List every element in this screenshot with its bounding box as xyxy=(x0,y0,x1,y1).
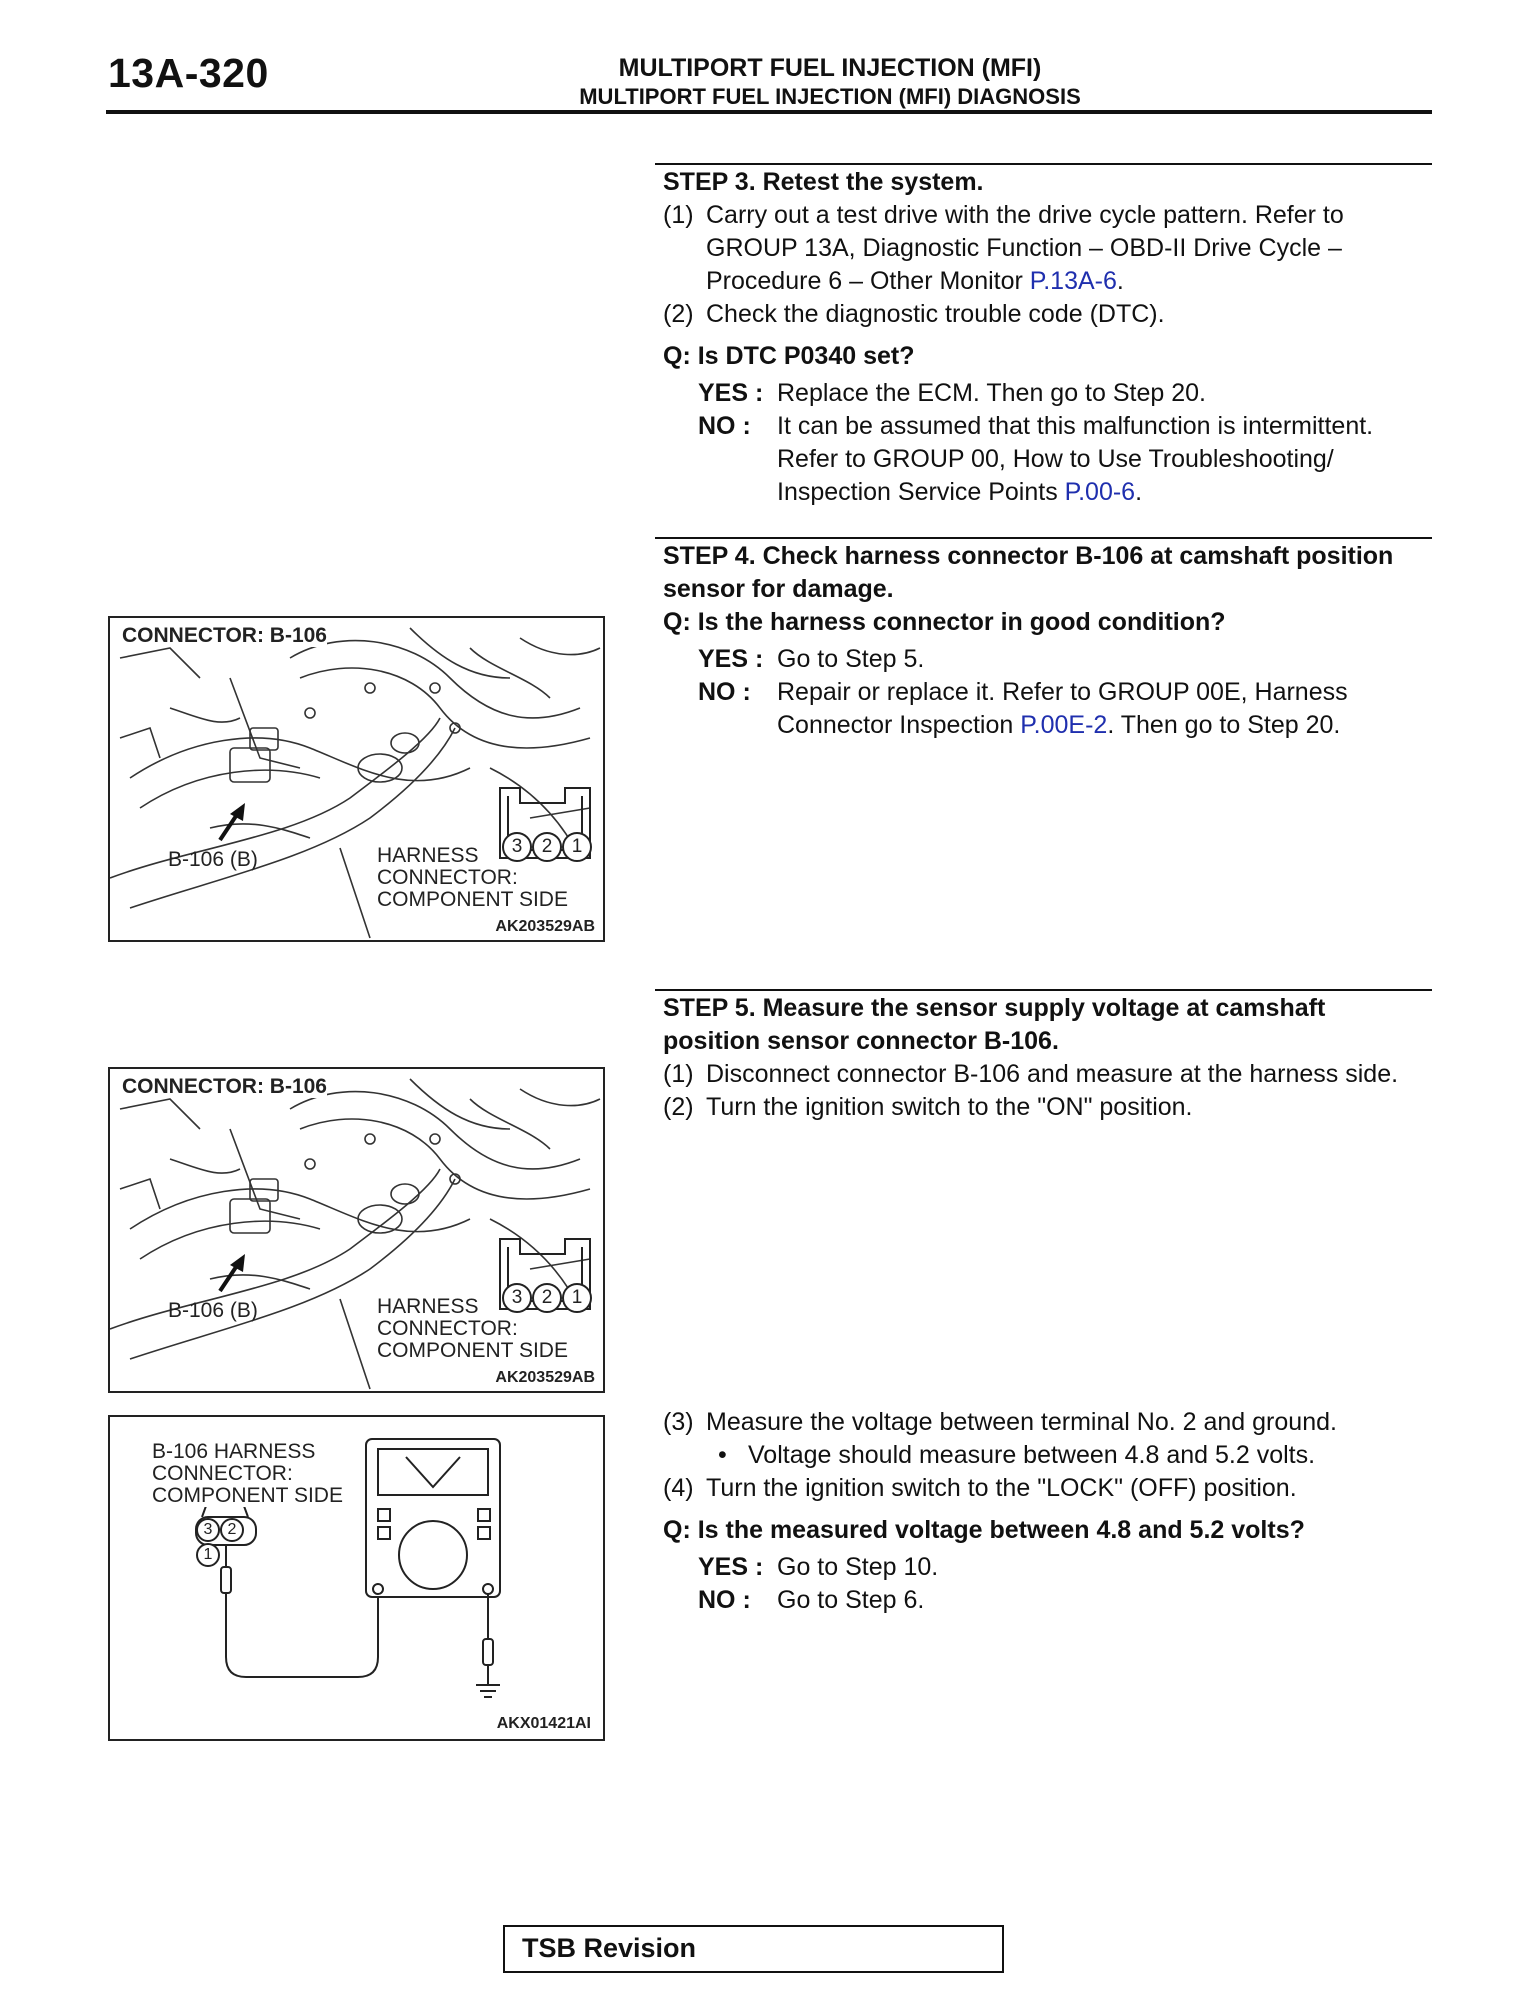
meter-label-line2: CONNECTOR: xyxy=(152,1462,293,1485)
step4-block xyxy=(663,540,1423,742)
step5-item-3: (3) Measure the voltage between terminal No. 2 and ground. xyxy=(663,1408,1337,1436)
step5-question: Q: Is the measured voltage between 4.8 and 5.2 volts? xyxy=(663,1516,1305,1544)
pin-2: 2 xyxy=(220,1518,244,1542)
pin-1: 1 xyxy=(562,1283,592,1313)
step4-yes: YES : Go to Step 5. xyxy=(698,645,925,673)
harness-label-line1: HARNESS xyxy=(377,844,479,867)
pointer-label: B-106 (B) xyxy=(168,1299,258,1322)
step5-bullet: • Voltage should measure between 4.8 and 5.2 volts. xyxy=(718,1441,1316,1469)
pin-2: 2 xyxy=(532,832,562,862)
step5-item-2: (2) Turn the ignition switch to the "ON" position. xyxy=(663,1093,1193,1121)
step5-title: STEP 5. Measure the sensor supply voltage at camshaft position sensor connector B-106. xyxy=(663,994,1326,1055)
step4-question: Q: Is the harness connector in good condition? xyxy=(663,608,1226,636)
figure-code: AK203529AB xyxy=(495,1369,595,1386)
step5-block-top xyxy=(663,992,1423,1124)
pin-1: 1 xyxy=(562,832,592,862)
step5-item-1: (1) Disconnect connector B-106 and measure at the harness side. xyxy=(663,1060,1399,1088)
step5-rule xyxy=(655,989,1432,991)
step3-block xyxy=(663,166,1423,509)
figure-code: AK203529AB xyxy=(495,918,595,935)
harness-label-line1: HARNESS xyxy=(377,1295,479,1318)
pin-1: 1 xyxy=(196,1543,220,1567)
connector-pins xyxy=(502,1283,598,1313)
connector-figure-1 xyxy=(108,616,605,942)
step3-item-1: (1) Carry out a test drive with the drive cycle pattern. Refer to GROUP 13A, Diagnostic Function – OBD-II Drive Cycle – Procedure 6 – Other Monitor P.13A-6. xyxy=(663,201,1344,295)
step3-question: Q: Is DTC P0340 set? xyxy=(663,342,915,370)
pointer-arrow xyxy=(220,1254,245,1291)
step4-title: STEP 4. Check harness connector B-106 at camshaft position sensor for damage. xyxy=(663,542,1394,603)
step4-no: NO : Repair or replace it. Refer to GROUP 00E, Harness Connector Inspection P.00E-2. Then go to Step 20. xyxy=(698,678,1348,739)
step5-block-bottom xyxy=(663,1406,1423,1617)
pointer-arrow xyxy=(220,803,245,840)
tsb-revision-box xyxy=(503,1925,1004,1973)
figure-code: AKX01421AI xyxy=(496,1715,591,1732)
connector-label: CONNECTOR: B-106 xyxy=(122,624,327,647)
harness-label-line3: COMPONENT SIDE xyxy=(377,888,568,911)
step5-yes: YES : Go to Step 10. xyxy=(698,1553,939,1581)
header-rule xyxy=(106,110,1432,114)
harness-label-line2: CONNECTOR: xyxy=(377,866,518,889)
tsb-revision-label: TSB Revision xyxy=(522,1933,697,1963)
step3-no: NO : It can be assumed that this malfunction is intermittent. Refer to GROUP 00, How to Use Troubleshooting/ Inspection Service Points P.00-6. xyxy=(698,412,1374,506)
page-number: 13A-320 xyxy=(108,50,269,96)
link-p13a-6[interactable]: P.13A-6 xyxy=(1029,267,1117,295)
section-title: MULTIPORT FUEL INJECTION (MFI) xyxy=(618,54,1042,82)
harness-label-line3: COMPONENT SIDE xyxy=(377,1339,568,1362)
step3-yes: YES : Replace the ECM. Then go to Step 20. xyxy=(698,379,1206,407)
step3-item-2: (2) Check the diagnostic trouble code (DTC). xyxy=(663,300,1165,328)
link-p00-6[interactable]: P.00-6 xyxy=(1064,478,1136,506)
section-subtitle: MULTIPORT FUEL INJECTION (MFI) DIAGNOSIS xyxy=(579,84,1081,109)
step3-rule xyxy=(655,163,1432,165)
pin-3: 3 xyxy=(196,1518,220,1542)
connector-pins xyxy=(502,832,598,862)
connector-figure-2 xyxy=(108,1067,605,1393)
step4-rule xyxy=(655,537,1432,539)
step5-no: NO : Go to Step 6. xyxy=(698,1586,925,1614)
pin-2: 2 xyxy=(532,1283,562,1313)
meter-connector-pins xyxy=(196,1517,266,1567)
connector-label: CONNECTOR: B-106 xyxy=(122,1075,327,1098)
step3-title: STEP 3. Retest the system. xyxy=(663,168,984,196)
voltmeter-figure xyxy=(108,1415,605,1741)
step5-item-4: (4) Turn the ignition switch to the "LOCK" (OFF) position. xyxy=(663,1474,1297,1502)
pin-3: 3 xyxy=(502,832,532,862)
pin-3: 3 xyxy=(502,1283,532,1313)
harness-label-line2: CONNECTOR: xyxy=(377,1317,518,1340)
meter-label-line1: B-106 HARNESS xyxy=(152,1440,316,1463)
pointer-label: B-106 (B) xyxy=(168,848,258,871)
meter-label-line3: COMPONENT SIDE xyxy=(152,1484,343,1507)
link-p00e-2[interactable]: P.00E-2 xyxy=(1020,711,1108,739)
